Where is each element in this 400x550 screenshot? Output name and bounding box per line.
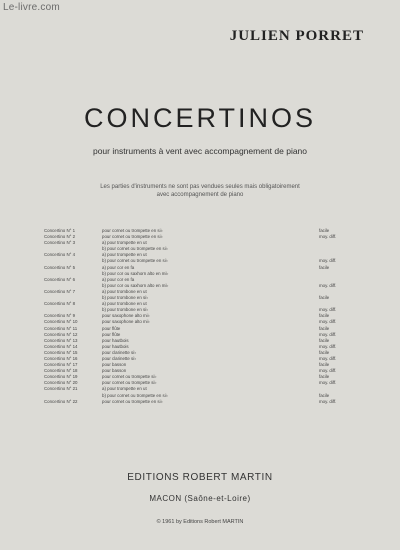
concertino-difficulty: facile	[319, 295, 330, 301]
concertino-number: Concertino N° 5	[44, 264, 76, 270]
concertino-difficulty: facile	[319, 337, 330, 343]
concertino-list	[44, 228, 374, 405]
concertino-number: Concertino N° 6	[44, 276, 76, 282]
concertino-instrument: pour cornet ou trompette en si♭	[102, 398, 163, 404]
concertino-difficulty: moy. diff.	[319, 380, 337, 386]
concertino-difficulty: moy. diff.	[319, 234, 337, 240]
concertino-instrument: a) pour trompette en ut	[102, 252, 147, 258]
list-item	[44, 399, 374, 405]
publisher-city: MACON (Saône-et-Loire)	[149, 494, 251, 503]
page-title: CONCERTINOS	[83, 103, 317, 133]
concertino-number: Concertino N° 9	[44, 313, 76, 319]
concertino-number: Concertino N° 13	[44, 337, 78, 343]
concertino-number: Concertino N° 18	[44, 368, 78, 374]
concertino-number: Concertino N° 7	[44, 288, 76, 294]
concertino-instrument: pour flûte	[102, 325, 121, 331]
concertino-instrument: b) pour cornet ou trompette en si♭	[102, 258, 168, 264]
concertino-difficulty: moy. diff.	[319, 258, 337, 264]
concertino-instrument: pour clarinette si♭	[102, 349, 137, 355]
copyright-notice: © 1961 by Editions Robert MARTIN	[156, 519, 244, 525]
concertino-instrument: b) pour trombone en si♭	[102, 295, 149, 301]
concertino-instrument: b) pour cornet ou trompette en si♭	[102, 392, 168, 398]
concertino-number: Concertino N° 14	[44, 343, 78, 349]
composer-name: JULIEN PORRET	[229, 28, 364, 44]
concertino-instrument: b) pour cornet ou trompette en si♭	[102, 246, 168, 252]
concertino-difficulty: facile	[319, 362, 330, 368]
concertino-number: Concertino N° 16	[44, 355, 78, 361]
concertino-difficulty: moy. diff.	[319, 398, 337, 404]
concertino-number: Concertino N° 22	[44, 398, 78, 404]
concertino-difficulty: moy. diff.	[319, 368, 337, 374]
concertino-instrument: a) pour trompette en ut	[102, 240, 147, 246]
concertino-number: Concertino N° 21	[44, 386, 78, 392]
concertino-number: Concertino N° 19	[44, 374, 78, 380]
concertino-number: Concertino N° 3	[44, 240, 76, 246]
sales-note-line: avec accompagnement de piano	[156, 192, 244, 198]
concertino-instrument: a) pour trombone en ut	[102, 301, 147, 307]
concertino-difficulty: facile	[319, 374, 330, 380]
concertino-difficulty: moy. diff.	[319, 343, 337, 349]
concertino-instrument: pour saxophone alto mi♭	[102, 319, 150, 325]
concertino-number: Concertino N° 1	[44, 228, 76, 233]
concertino-instrument: pour cornet ou trompette en si♭	[102, 234, 163, 240]
concertino-instrument: pour basson	[102, 362, 127, 368]
sales-note-line: Les parties d'instruments ne sont pas vendues seules mais obligatoirement	[100, 184, 300, 190]
concertino-number: Concertino N° 10	[44, 319, 78, 325]
concertino-difficulty: moy. diff.	[319, 282, 337, 288]
concertino-instrument: pour hautbois	[102, 337, 129, 343]
concertino-number: Concertino N° 11	[44, 325, 78, 331]
concertino-difficulty: facile	[319, 264, 330, 270]
concertino-instrument: pour saxophone alto mi♭	[102, 313, 150, 319]
concertino-instrument: pour cornet ou trompette si♭	[102, 374, 157, 380]
concertino-difficulty: moy. diff.	[319, 331, 337, 337]
concertino-difficulty: moy. diff.	[319, 319, 337, 325]
concertino-number: Concertino N° 17	[44, 362, 78, 368]
concertino-instrument: pour hautbois	[102, 343, 129, 349]
subtitle: pour instruments à vent avec accompagnement de piano	[92, 146, 308, 156]
concertino-instrument: b) pour trombone en si♭	[102, 307, 149, 313]
concertino-instrument: a) pour trombone en ut	[102, 288, 147, 294]
publisher-name: EDITIONS ROBERT MARTIN	[127, 472, 273, 483]
concertino-difficulty: moy. diff.	[319, 355, 337, 361]
concertino-number: Concertino N° 4	[44, 252, 76, 258]
concertino-number: Concertino N° 2	[44, 234, 76, 240]
concertino-difficulty: facile	[319, 228, 330, 233]
concertino-difficulty: facile	[319, 313, 330, 319]
concertino-difficulty: facile	[319, 349, 330, 355]
concertino-instrument: a) pour cor en fa	[102, 264, 135, 270]
concertino-difficulty: moy. diff.	[319, 307, 337, 313]
concertino-number: Concertino N° 12	[44, 331, 78, 337]
concertino-instrument: b) pour cor ou saxhorn alto en mi♭	[102, 270, 169, 276]
concertino-instrument: a) pour trompette en ut	[102, 386, 147, 392]
concertino-instrument: b) pour cor ou saxhorn alto en mi♭	[102, 282, 169, 288]
sales-note	[0, 183, 400, 199]
concertino-number: Concertino N° 20	[44, 380, 78, 386]
watermark: Le-livre.com	[3, 2, 60, 13]
concertino-instrument: pour basson	[102, 368, 127, 374]
concertino-instrument: a) pour cor en fa	[102, 276, 135, 282]
concertino-instrument: pour clarinette si♭	[102, 355, 137, 361]
concertino-number: Concertino N° 8	[44, 301, 76, 307]
concertino-instrument: pour flûte	[102, 331, 121, 337]
concertino-instrument: pour cornet ou trompette en si♭	[102, 228, 163, 233]
concertino-instrument: pour cornet ou trompette si♭	[102, 380, 157, 386]
concertino-difficulty: facile	[319, 392, 330, 398]
concertino-number: Concertino N° 15	[44, 349, 78, 355]
concertino-difficulty: facile	[319, 325, 330, 331]
